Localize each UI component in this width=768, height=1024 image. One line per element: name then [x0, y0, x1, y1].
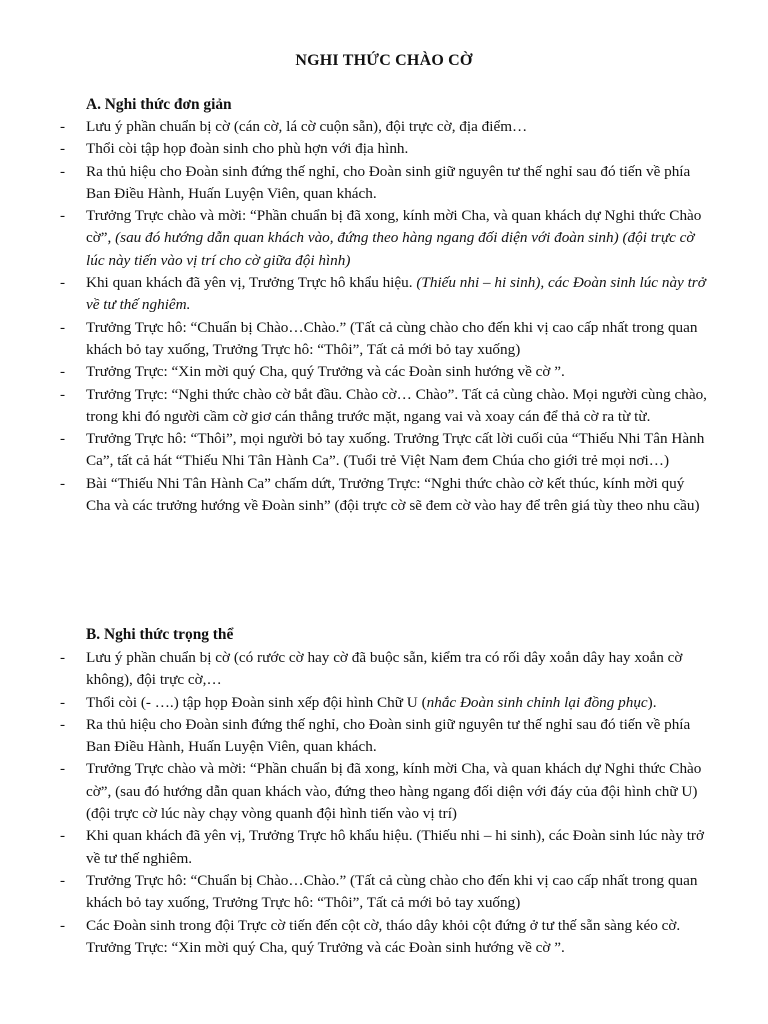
list-item: [0, 138, 768, 160]
bullet-dash: -: [60, 871, 66, 889]
item-text: Trưởng Trực chào và mời: “Phần chuẩn bị đã xong, kính mời Cha, và quan khách dự Nghi thức Chào cờ”, (sau đó hướng dẫn quan khách vào, đứng theo hàng ngang đối diện với đáy của đội hình chữ U) (đội trực cờ lúc này chạy vòng quanh đội hình tiến vào vị trí): [86, 760, 702, 823]
list-item: [0, 473, 768, 518]
list-item: [0, 692, 768, 714]
bullet-dash: -: [60, 363, 66, 381]
bullet-dash: -: [60, 760, 66, 778]
list-item: [0, 428, 768, 473]
list-item: [0, 870, 768, 915]
bullet-dash: -: [60, 118, 66, 135]
list-item: [0, 116, 768, 138]
item-text: Lưu ý phần chuẩn bị cờ (cán cờ, lá cờ cuộn sẵn), đội trực cờ, địa điểm…: [86, 118, 528, 135]
item-text: Lưu ý phần chuẩn bị cờ (có rước cờ hay cờ đã buộc sẵn, kiểm tra có rối dây xoắn dây hay xoắn cờ không), đội trực cờ,…: [86, 649, 683, 689]
bullet-dash: -: [60, 140, 66, 158]
item-text: Thổi còi tập họp đoàn sinh cho phù hợn với địa hình.: [86, 140, 409, 158]
list-item: [0, 915, 768, 960]
item-text: Trưởng Trực hô: “Chuẩn bị Chào…Chào.” (Tất cả cùng chào cho đến khi vị cao cấp nhất trong quan khách bỏ tay xuống, Trưởng Trực hô: “Thôi”, Tất cả mới bỏ tay xuống): [86, 318, 698, 358]
bullet-dash: -: [60, 715, 66, 733]
bullet-dash: -: [60, 693, 66, 711]
bullet-dash: -: [60, 207, 66, 225]
list-item: [0, 758, 768, 825]
item-text: Trưởng Trực hô: “Thôi”, mọi người bỏ tay xuống. Trưởng Trực cất lời cuối của “Thiếu Nhi Tân Hành Ca”, tất cả hát “Thiếu Nhi Tân Hành Ca”. (Tuổi trẻ Việt Nam đem Chúa cho giới trẻ mọi nơi…): [86, 430, 705, 470]
item-text: Các Đoàn sinh trong đội Trực cờ tiến đến cột cờ, tháo dây khỏi cột đứng ở tư thế sẵn sàng kéo cờ. Trưởng Trực: “Xin mời quý Cha, quý Trưởng và các Đoàn sinh hướng về cờ ”.: [86, 916, 681, 956]
bullet-dash: -: [60, 430, 66, 448]
list-item: [0, 714, 768, 759]
item-text: Ra thủ hiệu cho Đoàn sinh đứng thế nghỉ, cho Đoàn sinh giữ nguyên tư thế nghỉ sau đó tiến về phía Ban Điều Hành, Huấn Luyện Viên, quan khách.: [86, 715, 691, 756]
list-item: [0, 317, 768, 362]
item-text: Trưởng Trực hô: “Chuẩn bị Chào…Chào.” (Tất cả cùng chào cho đến khi vị cao cấp nhất trong quan khách bỏ tay xuống, Trưởng Trực hô: “Thôi”, Tất cả mới bỏ tay xuống): [86, 871, 698, 912]
list-item: [0, 384, 768, 429]
item-text: Khi quan khách đã yên vị, Trưởng Trực hô khẩu hiệu. (Thiếu nhi – hi sinh), các Đoàn sinh lúc này trở về tư thế nghiêm.: [86, 827, 704, 867]
bullet-dash: -: [60, 649, 66, 666]
item-text: Trưởng Trực: “Nghi thức chào cờ bắt đầu. Chào cờ… Chào”. Tất cả cùng chào. Mọi người cùng chào, trong khi đó người cầm cờ giơ cán thẳng trước mặt, ngang vai và xoay cán để thả cờ ra từ từ.: [86, 385, 707, 425]
bullet-dash: -: [60, 162, 66, 180]
item-text: Trưởng Trực: “Xin mời quý Cha, quý Trưởng và các Đoàn sinh hướng về cờ ”.: [86, 363, 565, 381]
bullet-dash: -: [60, 385, 66, 403]
section-b-list: [0, 647, 768, 959]
list-item: [0, 647, 768, 692]
page-title: NGHI THỨC CHÀO CỜ: [295, 52, 473, 69]
bullet-dash: -: [60, 916, 66, 934]
item-text: Thổi còi (- ….) tập họp Đoàn sinh xếp đội hình Chữ U (: [86, 693, 427, 711]
item-text: Ra thủ hiệu cho Đoàn sinh đứng thế nghỉ, cho Đoàn sinh giữ nguyên tư thế nghỉ sau đó tiến về phía Ban Điều Hành, Huấn Luyện Viên, quan khách.: [86, 162, 691, 202]
item-tail-text: ).: [647, 693, 657, 711]
list-item: [0, 161, 768, 206]
list-item: [0, 361, 768, 383]
item-text: Trưởng Trực chào và mời: “Phần chuẩn bị đã xong, kính mời Cha, và quan khách dự Nghi thức Chào cờ”,: [86, 207, 702, 247]
bullet-dash: -: [60, 827, 66, 845]
item-italic-text: nhắc Đoàn sinh chỉnh lại đồng phục: [426, 693, 648, 711]
section-heading-a: A. Nghi thức đơn giản: [86, 96, 232, 113]
section-heading-b: B. Nghi thức trọng thể: [86, 626, 234, 643]
section-a-list: [0, 116, 768, 517]
list-item: [0, 272, 768, 317]
list-item: [0, 825, 768, 870]
item-text: Bài “Thiếu Nhi Tân Hành Ca” chấm dứt, Trưởng Trực: “Nghi thức chào cờ kết thúc, kính mời quý Cha và các trưởng hướng về Đoàn sinh” (đội trực cờ sẽ đem cờ vào hay để trên giá tùy theo nhu cầu): [86, 474, 700, 515]
item-text: Khi quan khách đã yên vị, Trưởng Trực hô khẩu hiệu.: [86, 274, 417, 292]
bullet-dash: -: [60, 474, 66, 492]
item-italic-text: (Thiếu nhi – hi sinh), các Đoàn sinh lúc này trở về tư thế nghiêm.: [86, 274, 706, 314]
bullet-dash: -: [60, 274, 66, 292]
list-item: [0, 205, 768, 272]
bullet-dash: -: [60, 318, 66, 336]
item-italic-text: (sau đó hướng dẫn quan khách vào, đứng theo hàng ngang đối diện với đoàn sinh) (đội trực cờ lúc này tiến vào vị trí cho cờ giữa đội hình): [86, 229, 695, 269]
